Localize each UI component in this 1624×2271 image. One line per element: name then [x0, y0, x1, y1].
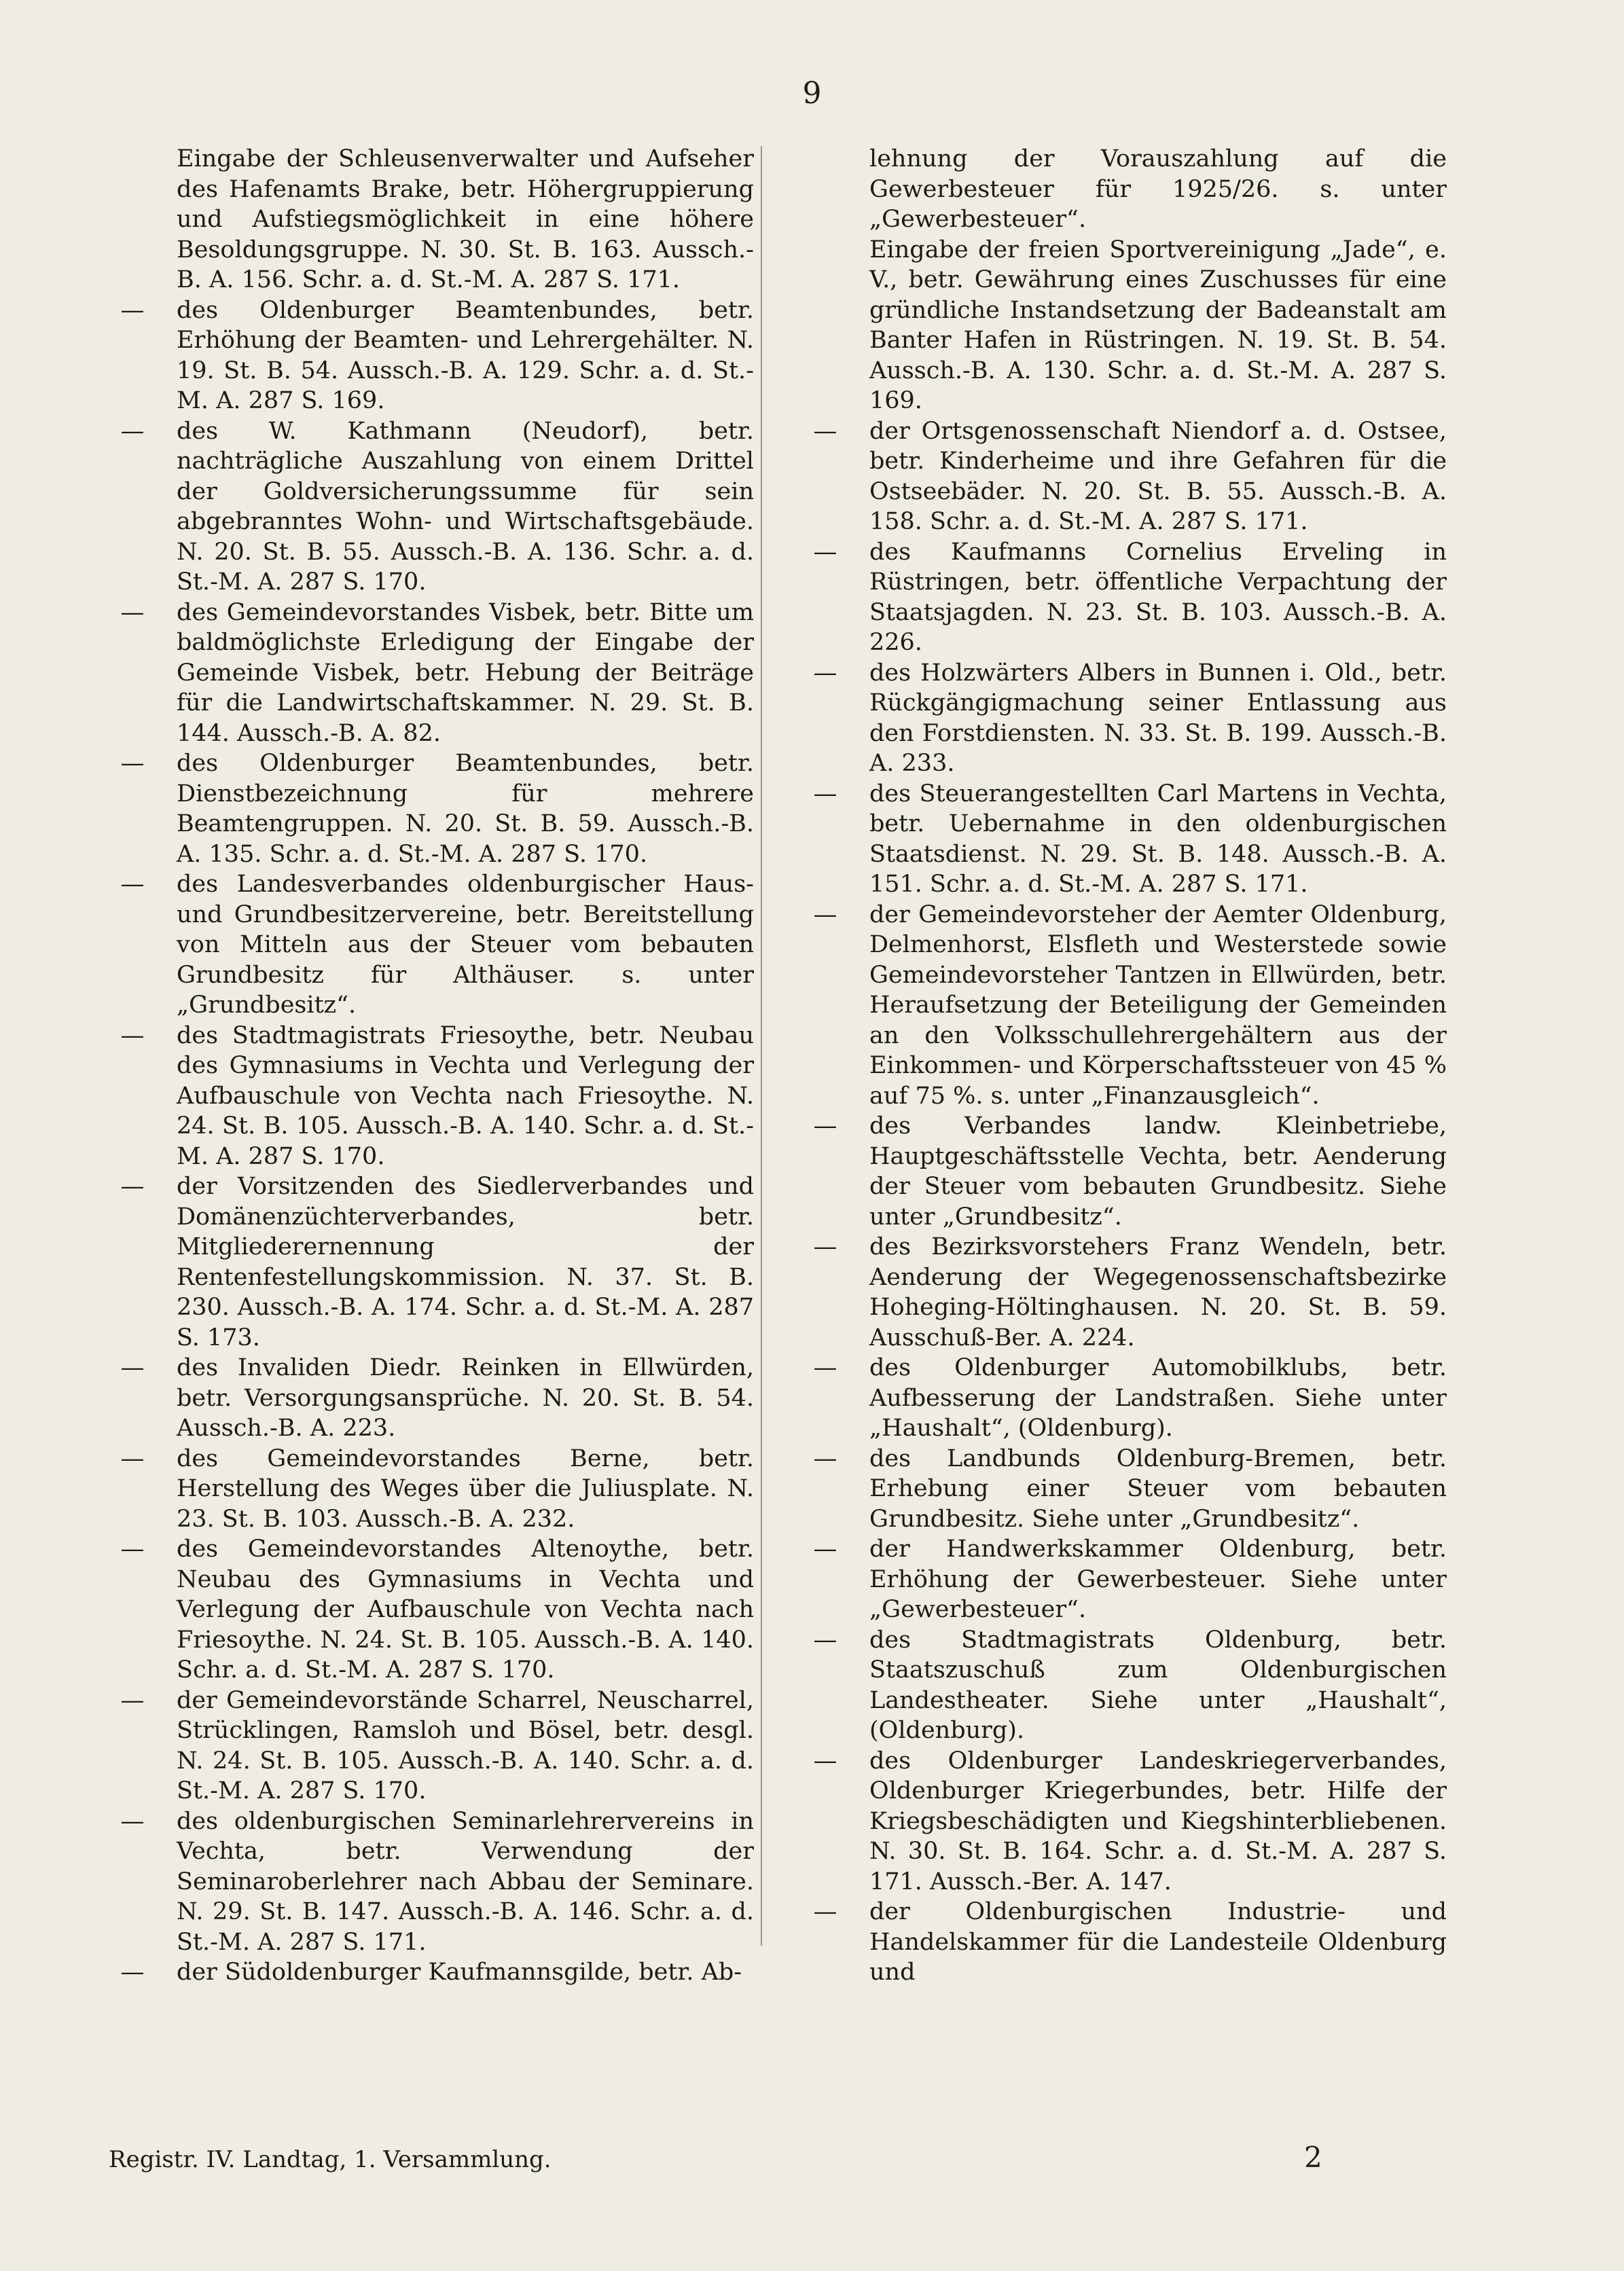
register-entry	[781, 1232, 1447, 1353]
register-entry	[88, 598, 754, 749]
register-entry	[781, 1625, 1447, 1746]
entry-dash: —	[120, 598, 145, 626]
entry-dash: —	[120, 1354, 145, 1381]
entry-dash: —	[813, 659, 837, 687]
entry-text: des Steuerangestellten Carl Martens in Vechta, betr. Uebernahme in den oldenburgischen Staatsdienst. N. 29. St. B. 148. Aussch.-B. A. 151. Schr. a. d. St.-M. A. 287 S. 171.	[869, 780, 1447, 898]
footer-sheet-number: 2	[1304, 2141, 1322, 2174]
footer-register-label: Registr. IV. Landtag, 1. Versammlung.	[109, 2146, 552, 2173]
entry-text: der Oldenburgischen Industrie- und Handelskammer für die Landesteile Oldenburg und	[869, 1898, 1447, 1986]
register-entry	[781, 235, 1447, 416]
entry-dash: —	[120, 1959, 145, 1986]
register-entry	[781, 1897, 1447, 1988]
entry-dash: —	[813, 1626, 837, 1654]
entry-dash: —	[813, 1536, 837, 1563]
entry-dash: —	[813, 1898, 837, 1925]
entry-dash: —	[813, 538, 837, 566]
entry-dash: —	[813, 417, 837, 445]
entry-text: des Kaufmanns Cornelius Erveling in Rüstringen, betr. öffentliche Verpachtung der Staatsjagden. N. 23. St. B. 103. Aussch.-B. A. 226.	[869, 538, 1447, 656]
entry-dash: —	[813, 1747, 837, 1775]
register-entry	[88, 1444, 754, 1535]
register-entry	[88, 1957, 754, 1988]
entry-dash: —	[813, 1233, 837, 1260]
entry-text: des Landesverbandes oldenburgischer Haus- und Grundbesitzervereine, betr. Bereitstellung von Mitteln aus der Steuer vom bebauten Grundbesitz für Althäuser. s. unter „Grundbesitz“.	[177, 871, 754, 1019]
entry-text: des Oldenburger Automobilklubs, betr. Aufbesserung der Landstraßen. Siehe unter „Haushalt“, (Oldenburg).	[869, 1354, 1447, 1442]
entry-text: der Ortsgenossenschaft Niendorf a. d. Ostsee, betr. Kinderheime und ihre Gefahren für die Ostseebäder. N. 20. St. B. 55. Aussch.-B. A. 158. Schr. a. d. St.-M. A. 287 S. 171.	[869, 417, 1447, 535]
entry-dash: —	[120, 1536, 145, 1563]
entry-text: des Stadtmagistrats Oldenburg, betr. Staatszuschuß zum Oldenburgischen Landestheater. Siehe unter „Haushalt“, (Oldenburg).	[869, 1626, 1447, 1744]
register-entry	[781, 1444, 1447, 1535]
right-column	[781, 144, 1447, 1988]
entry-text: des Holzwärters Albers in Bunnen i. Old., betr. Rückgängigmachung seiner Entlassung aus den Forstdiensten. N. 33. St. B. 199. Aussch.-B. A. 233.	[869, 659, 1447, 777]
entry-text: der Handwerkskammer Oldenburg, betr. Erhöhung der Gewerbesteuer. Siehe unter „Gewerbesteuer“.	[869, 1536, 1447, 1623]
entry-text: des Gemeindevorstandes Visbek, betr. Bitte um baldmöglichste Erledigung der Eingabe der Gemeinde Visbek, betr. Hebung der Beiträge für die Landwirtschaftskammer. N. 29. St. B. 144. Aussch.-B. A. 82.	[177, 598, 754, 747]
entry-text: des Landbunds Oldenburg-Bremen, betr. Erhebung einer Steuer vom bebauten Grundbesitz. Siehe unter „Grundbesitz“.	[869, 1445, 1447, 1533]
entry-dash: —	[120, 1807, 145, 1835]
register-entry	[88, 1806, 754, 1958]
entry-dash: —	[120, 417, 145, 445]
entry-dash: —	[813, 901, 837, 928]
register-entry	[781, 1534, 1447, 1625]
register-entry	[88, 1021, 754, 1172]
register-entry	[88, 748, 754, 869]
register-entry	[781, 900, 1447, 1112]
register-entry	[781, 658, 1447, 779]
register-entry	[781, 537, 1447, 658]
entry-text: des oldenburgischen Seminarlehrervereins in Vechta, betr. Verwendung der Seminaroberlehrer nach Abbau der Seminare. N. 29. St. B. 147. Aussch.-B. A. 146. Schr. a. d. St.-M. A. 287 S. 171.	[177, 1807, 754, 1956]
entry-text: lehnung der Vorauszahlung auf die Gewerbesteuer für 1925/26. s. unter „Gewerbesteuer“.	[869, 145, 1447, 233]
register-entry	[88, 144, 754, 295]
entry-dash: —	[120, 750, 145, 777]
register-entry	[88, 295, 754, 416]
register-entry	[781, 1353, 1447, 1444]
register-entry	[781, 1746, 1447, 1897]
entry-text: des Verbandes landw. Kleinbetriebe, Hauptgeschäftsstelle Vechta, betr. Aenderung der Steuer vom bebauten Grundbesitz. Siehe unter „Grundbesitz“.	[869, 1112, 1447, 1231]
entry-dash: —	[120, 871, 145, 898]
entry-dash: —	[120, 1021, 145, 1049]
register-entry	[88, 1534, 754, 1686]
entry-dash: —	[120, 1445, 145, 1472]
entry-dash: —	[120, 296, 145, 324]
entry-text: des W. Kathmann (Neudorf), betr. nachträgliche Auszahlung von einem Drittel der Goldversicherungssumme für sein abgebranntes Wohn- und Wirtschaftsgebäude. N. 20. St. B. 55. Aussch.-B. A. 136. Schr. a. d. St.-M. A. 287 S. 170.	[177, 417, 754, 596]
entry-text: des Invaliden Diedr. Reinken in Ellwürden, betr. Versorgungsansprüche. N. 20. St. B. 54. Aussch.-B. A. 223.	[177, 1354, 754, 1442]
page-number: 9	[802, 76, 822, 111]
entry-text: des Oldenburger Beamtenbundes, betr. Dienstbezeichnung für mehrere Beamtengruppen. N. 20. St. B. 59. Aussch.-B. A. 135. Schr. a. d. St.-M. A. 287 S. 170.	[177, 750, 754, 868]
entry-dash: —	[813, 780, 837, 807]
register-entry	[781, 144, 1447, 235]
entry-text: des Stadtmagistrats Friesoythe, betr. Neubau des Gymnasiums in Vechta und Verlegung der Aufbauschule von Vechta nach Friesoythe. N. 24. St. B. 105. Aussch.-B. A. 140. Schr. a. d. St.-M. A. 287 S. 170.	[177, 1021, 754, 1170]
entry-text: der Gemeindevorstände Scharrel, Neuscharrel, Strücklingen, Ramsloh und Bösel, betr. desgl. N. 24. St. B. 105. Aussch.-B. A. 140. Schr. a. d. St.-M. A. 287 S. 170.	[177, 1686, 754, 1804]
entry-text: des Oldenburger Beamtenbundes, betr. Erhöhung der Beamten- und Lehrergehälter. N. 19. St. B. 54. Aussch.-B. A. 129. Schr. a. d. St.-M. A. 287 S. 169.	[177, 296, 754, 414]
entry-text: des Bezirksvorstehers Franz Wendeln, betr. Aenderung der Wegegenossenschaftsbezirke Hoheging-Höltinghausen. N. 20. St. B. 59. Ausschuß-Ber. A. 224.	[869, 1233, 1447, 1351]
entry-dash: —	[120, 1686, 145, 1714]
register-entry	[88, 1171, 754, 1353]
register-entry	[781, 416, 1447, 537]
entry-dash: —	[813, 1112, 837, 1140]
register-entry	[88, 416, 754, 598]
entry-dash: —	[813, 1445, 837, 1472]
register-entry	[781, 779, 1447, 900]
left-column	[88, 144, 754, 1988]
column-divider	[761, 146, 762, 1946]
register-entry	[781, 1111, 1447, 1232]
register-entry	[88, 869, 754, 1021]
entry-text: der Vorsitzenden des Siedlerverbandes und Domänenzüchterverbandes, betr. Mitgliederernennung der Rentenfestellungskommission. N. 37. St. B. 230. Aussch.-B. A. 174. Schr. a. d. St.-M. A. 287 S. 173.	[177, 1173, 754, 1351]
register-entry	[88, 1686, 754, 1806]
entry-text: der Gemeindevorsteher der Aemter Oldenburg, Delmenhorst, Elsfleth und Westerstede sowie Gemeindevorsteher Tantzen in Ellwürden, betr. Heraufsetzung der Beteiligung der Gemeinden an den Volksschullehrergehältern aus der Einkommen- und Körperschaftssteuer von 45 % auf 75 %. s. unter „Finanzausgleich“.	[869, 901, 1447, 1110]
entry-dash: —	[813, 1354, 837, 1381]
entry-text: des Gemeindevorstandes Altenoythe, betr. Neubau des Gymnasiums in Vechta und Verlegung der Aufbauschule von Vechta nach Friesoythe. N. 24. St. B. 105. Aussch.-B. A. 140. Schr. a. d. St.-M. A. 287 S. 170.	[177, 1536, 754, 1684]
entry-text: der Südoldenburger Kaufmannsgilde, betr. Ab-	[177, 1959, 742, 1986]
register-entry	[88, 1353, 754, 1444]
entry-text: des Gemeindevorstandes Berne, betr. Herstellung des Weges über die Juliusplate. N. 23. St. B. 103. Aussch.-B. A. 232.	[177, 1445, 754, 1533]
entry-text: des Oldenburger Landeskriegerverbandes, Oldenburger Kriegerbundes, betr. Hilfe der Kriegsbeschädigten und Kiegshinterbliebenen. N. 30. St. B. 164. Schr. a. d. St.-M. A. 287 S. 171. Aussch.-Ber. A. 147.	[869, 1747, 1447, 1895]
entry-text: Eingabe der freien Sportvereinigung „Jade“, e. V., betr. Gewährung eines Zuschusses für eine gründliche Instandsetzung der Badeanstalt am Banter Hafen in Rüstringen. N. 19. St. B. 54. Aussch.-B. A. 130. Schr. a. d. St.-M. A. 287 S. 169.	[869, 236, 1447, 414]
entry-dash: —	[120, 1173, 145, 1200]
entry-text: Eingabe der Schleusenverwalter und Aufseher des Hafenamts Brake, betr. Höhergruppierung und Aufstiegsmöglichkeit in eine höhere Besoldungsgruppe. N. 30. St. B. 163. Aussch.-B. A. 156. Schr. a. d. St.-M. A. 287 S. 171.	[177, 145, 754, 293]
